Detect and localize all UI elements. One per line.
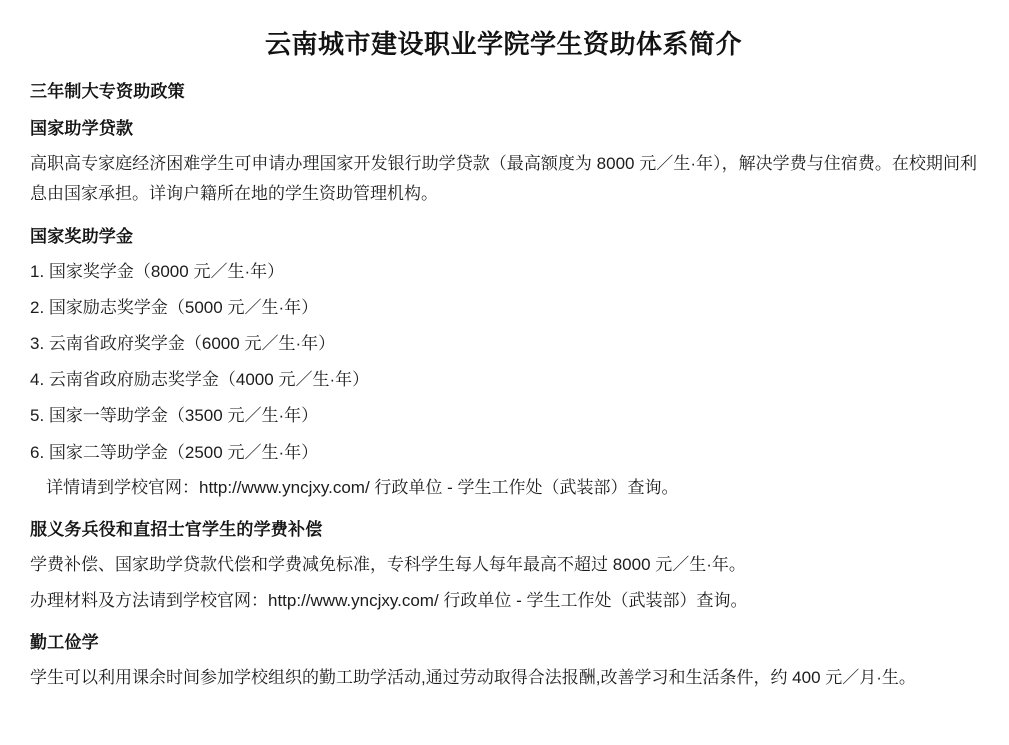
- note-scholarship-website: 详情请到学校官网：http://www.yncjxy.com/ 行政单位 - 学生工作处（武装部）查询。: [46, 477, 679, 497]
- paragraph-military-tuition-compensation: 学费补偿、国家助学贷款代偿和学费减免标准，专科学生每人每年最高不超过 8000 元／生·年。: [30, 554, 746, 574]
- list-item: 4. 云南省政府励志奖学金（4000 元／生·年）: [30, 370, 370, 390]
- scholarship-list: [30, 257, 977, 467]
- subheading-work-study: 勤工俭学: [30, 633, 99, 653]
- paragraph-student-loan: 高职高专家庭经济困难学生可申请办理国家开发银行助学贷款（最高额度为 8000 元／生·年），解决学费与住宿费。在校期间利息由国家承担。详询户籍所在地的学生资助管理机构。: [30, 154, 977, 204]
- list-item: 2. 国家励志奖学金（5000 元／生·年）: [30, 297, 319, 317]
- list-item: 5. 国家一等助学金（3500 元／生·年）: [30, 406, 319, 426]
- section-military-tuition-compensation: [30, 515, 977, 617]
- list-item: 6. 国家二等助学金（2500 元／生·年）: [30, 442, 319, 462]
- subheading-scholarships: 国家奖助学金: [30, 226, 134, 246]
- section-work-study: [30, 628, 977, 693]
- note-military-website: 办理材料及方法请到学校官网：http://www.yncjxy.com/ 行政单位 - 学生工作处（武装部）查询。: [30, 591, 748, 611]
- section-student-loan: [30, 114, 977, 210]
- paragraph-work-study: 学生可以利用课余时间参加学校组织的勤工助学活动,通过劳动取得合法报酬,改善学习和生活条件，约 400 元／月·生。: [30, 668, 916, 688]
- subheading-student-loan: 国家助学贷款: [30, 119, 134, 138]
- section-heading-policy: 三年制大专资助政策: [30, 82, 185, 101]
- list-item: 1. 国家奖学金（8000 元／生·年）: [30, 261, 285, 281]
- page-title: 云南城市建设职业学院学生资助体系简介: [264, 29, 742, 59]
- section-scholarships: [30, 222, 977, 503]
- list-item: 3. 云南省政府奖学金（6000 元／生·年）: [30, 333, 336, 353]
- subheading-military-tuition-compensation: 服义务兵役和直招士官学生的学费补偿: [30, 519, 323, 539]
